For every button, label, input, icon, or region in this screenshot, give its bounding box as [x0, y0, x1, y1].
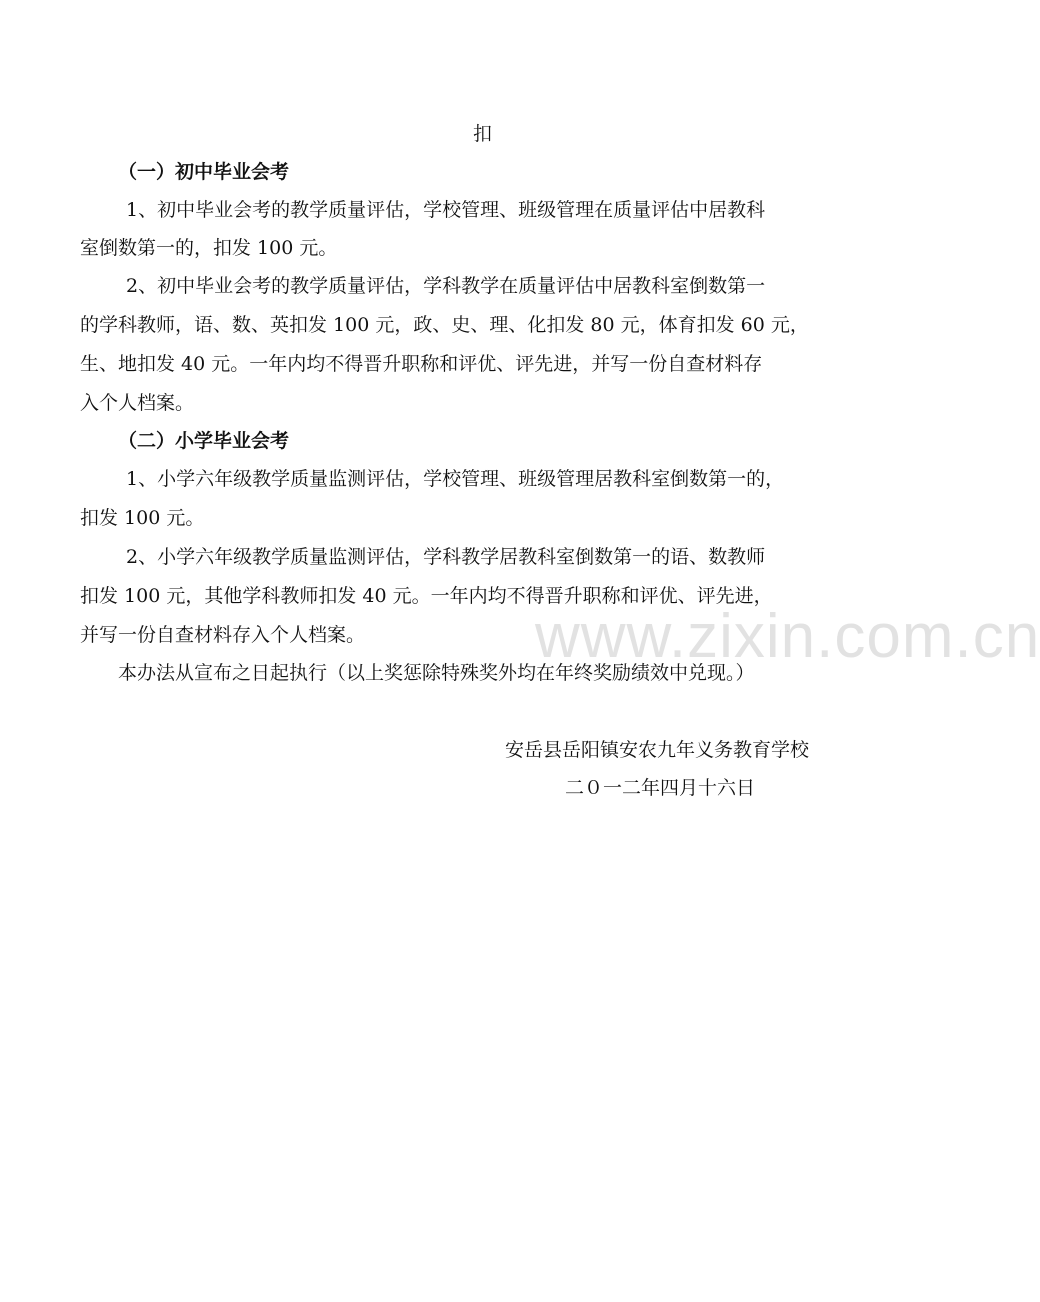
section-2-title: （二）小学毕业会考	[118, 430, 290, 452]
signature-organization: 安岳县岳阳镇安农九年义务教育学校	[505, 739, 810, 761]
section-1-item-1-line-1: 1、初中毕业会考的教学质量评估，学校管理、班级管理在质量评估中居教科	[126, 199, 766, 221]
closing-note: 本办法从宣布之日起执行（以上奖惩除特殊奖外均在年终奖励绩效中兑现。）	[118, 662, 755, 684]
signature-date: 二０一二年四月十六日	[565, 777, 756, 799]
section-2-item-1-line-2: 扣发 100 元。	[80, 507, 205, 529]
section-1-item-2-line-3: 生、地扣发 40 元。一年内均不得晋升职称和评优、评先进，并写一份自查材料存	[80, 353, 763, 375]
watermark-text: www.zixin.com.cn	[535, 602, 1040, 671]
section-1-item-2-line-4: 入个人档案。	[80, 392, 195, 414]
section-1-item-2-line-2: 的学科教师，语、数、英扣发 100 元，政、史、理、化扣发 80 元，体育扣发 60 元，	[80, 314, 809, 336]
section-2-item-1-line-1: 1、小学六年级教学质量监测评估，学校管理、班级管理居教科室倒数第一的，	[126, 468, 785, 490]
section-2-item-2-line-1: 2、小学六年级教学质量监测评估，学科教学居教科室倒数第一的语、数教师	[126, 546, 766, 568]
section-2-item-2-line-2: 扣发 100 元，其他学科教师扣发 40 元。一年内均不得晋升职称和评优、评先进，	[80, 585, 773, 607]
section-1-item-1-line-2: 室倒数第一的，扣发 100 元。	[80, 237, 338, 259]
section-1-title: （一）初中毕业会考	[118, 161, 290, 183]
section-1-item-2-line-1: 2、初中毕业会考的教学质量评估，学科教学在质量评估中居教科室倒数第一	[126, 275, 766, 297]
heading-fragment: 扣	[473, 123, 493, 145]
section-2-item-2-line-3: 并写一份自查材料存入个人档案。	[80, 624, 366, 646]
